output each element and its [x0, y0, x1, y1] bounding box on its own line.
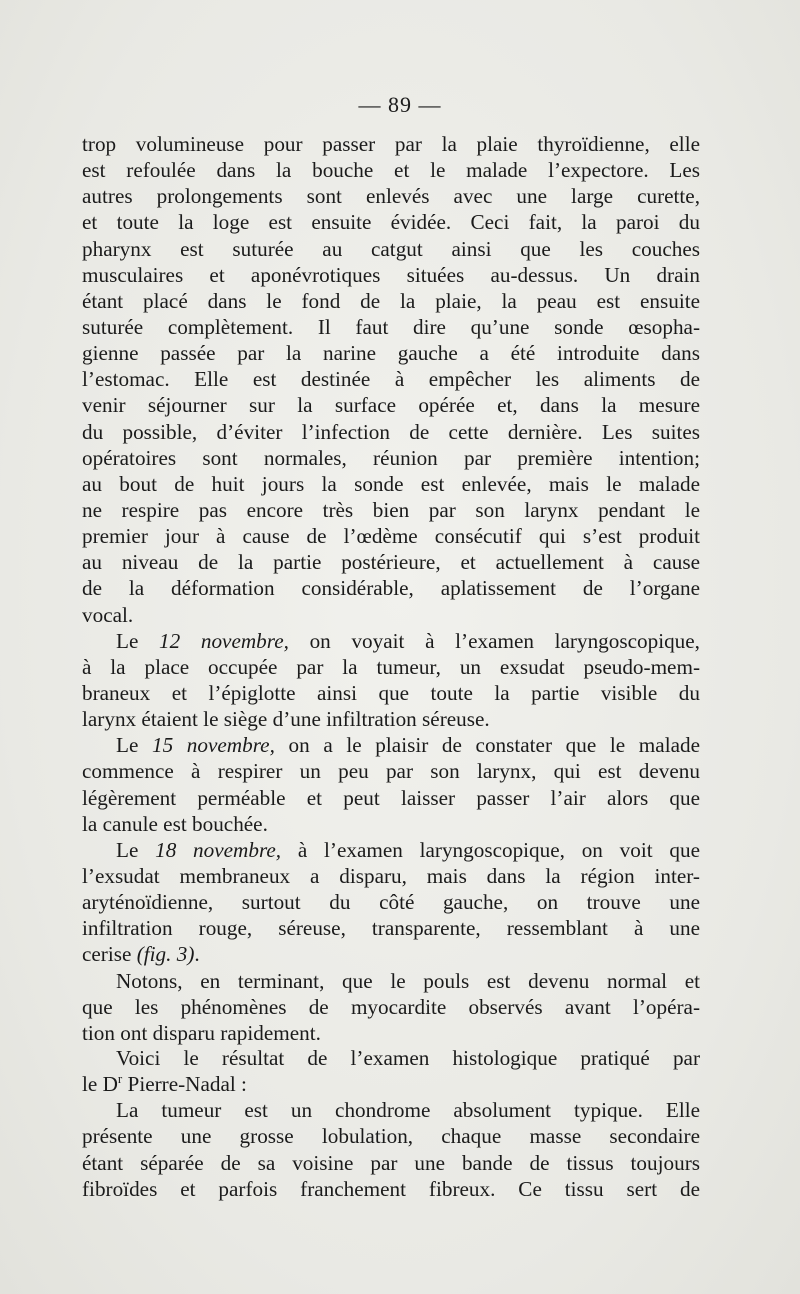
text-line: gienne passée par la narine gauche a été introduite dans [82, 341, 700, 366]
text-fragment: à l’examen laryngoscopique, on voit que [281, 837, 700, 862]
text-line: tion ont disparu rapidement. [82, 1020, 321, 1045]
text-line: aryténoïdienne, surtout du côté gauche, on trouve une [82, 890, 700, 915]
italic-date: 18 novembre, [155, 837, 282, 862]
text-line: étant placé dans le fond de la plaie, la peau est ensuite [82, 288, 700, 313]
text-line: venir séjourner sur la surface opérée et, dans la mesure [82, 393, 700, 418]
text-line: commence à respirer un peu par son larynx, qui est devenu [82, 759, 700, 784]
text-fragment: on a le plaisir de constater que le malade [274, 733, 700, 758]
text-line: à la place occupée par la tumeur, un exsudat pseudo-mem- [82, 654, 700, 679]
text-line: ne respire pas encore très bien par son larynx pendant le [82, 497, 700, 522]
italic-date: 15 novembre, [151, 733, 275, 758]
italic-date: 12 novembre, [159, 628, 289, 653]
text-line: l’estomac. Elle est destinée à empêcher les aliments de [82, 367, 700, 392]
text-line: Voici le résultat de l’examen histologique pratiqué par [116, 1046, 700, 1070]
text-line: présente une grosse lobulation, chaque masse secondaire [82, 1124, 700, 1149]
text-line: fibroïdes et parfois franchement fibreux. Ce tissu sert de [82, 1176, 700, 1201]
superscript: r [117, 1071, 123, 1087]
text-line: la canule est bouchée. [82, 811, 268, 836]
text-line: infiltration rouge, séreuse, transparente, ressemblant à une [82, 916, 700, 941]
text-line [82, 1071, 700, 1097]
text-line: Notons, en terminant, que le pouls est devenu normal et [116, 968, 700, 993]
text-line: légèrement perméable et peut laisser passer l’air alors que [82, 785, 700, 810]
text-line [82, 941, 700, 967]
text-fragment: le D [82, 1072, 118, 1097]
text-line: pharynx est suturée au catgut ainsi que les couches [82, 236, 700, 261]
body-text-block [82, 131, 700, 1046]
text-line: et toute la loge est ensuite évidée. Ceci fait, la paroi du [82, 210, 700, 235]
text-fragment: cerise [82, 942, 137, 967]
text-line: vocal. [82, 602, 134, 627]
text-line: de la déformation considérable, aplatissement de l’organe [82, 576, 700, 601]
text-line: suturée complètement. Il faut dire qu’une sonde œsopha- [82, 314, 700, 339]
text-line: larynx étaient le siège d’une infiltration séreuse. [82, 707, 490, 732]
text-line: La tumeur est un chondrome absolument typique. Elle [116, 1098, 700, 1123]
text-line: au bout de huit jours la sonde est enlevée, mais le malade [82, 471, 700, 496]
text-line: l’exsudat membraneux a disparu, mais dans la région inter- [82, 863, 700, 888]
text-line: étant séparée de sa voisine par une bande de tissus toujours [82, 1150, 700, 1175]
text-line: braneux et l’épiglotte ainsi que toute la partie visible du [82, 680, 700, 705]
text-line: du possible, d’éviter l’infection de cette dernière. Les suites [82, 419, 700, 444]
figure-reference: (fig. 3) [136, 942, 195, 967]
text-line: trop volumineuse pour passer par la plaie thyroïdienne, elle [82, 132, 700, 156]
text-line: au niveau de la partie postérieure, et actuellement à cause [82, 550, 700, 575]
text-fragment: Pierre-Nadal : [122, 1072, 247, 1097]
text-line: que les phénomènes de myocardite observés avant l’opéra- [82, 994, 700, 1019]
histology-text-block [82, 1045, 700, 1202]
text-line: premier jour à cause de l’œdème consécutif qui s’est produit [82, 524, 700, 549]
text-fragment: Le [116, 837, 156, 862]
paragraph-first-line [82, 732, 700, 758]
paragraph-first-line [82, 837, 700, 863]
text-line: est refoulée dans la bouche et le malade l’expectore. Les [82, 158, 700, 183]
paragraph-first-line [82, 628, 700, 654]
page-number: — 89 — [358, 92, 442, 117]
text-line: musculaires et aponévrotiques situées au-dessus. Un drain [82, 262, 700, 287]
text-fragment: on voyait à l’examen laryngoscopique, [288, 628, 700, 653]
text-fragment: Le [116, 733, 152, 758]
text-fragment: Le [116, 628, 160, 653]
text-line: opératoires sont normales, réunion par première intention; [82, 445, 700, 470]
text-fragment: . [194, 942, 200, 967]
text-line: autres prolongements sont enlevés avec une large curette, [82, 184, 700, 209]
